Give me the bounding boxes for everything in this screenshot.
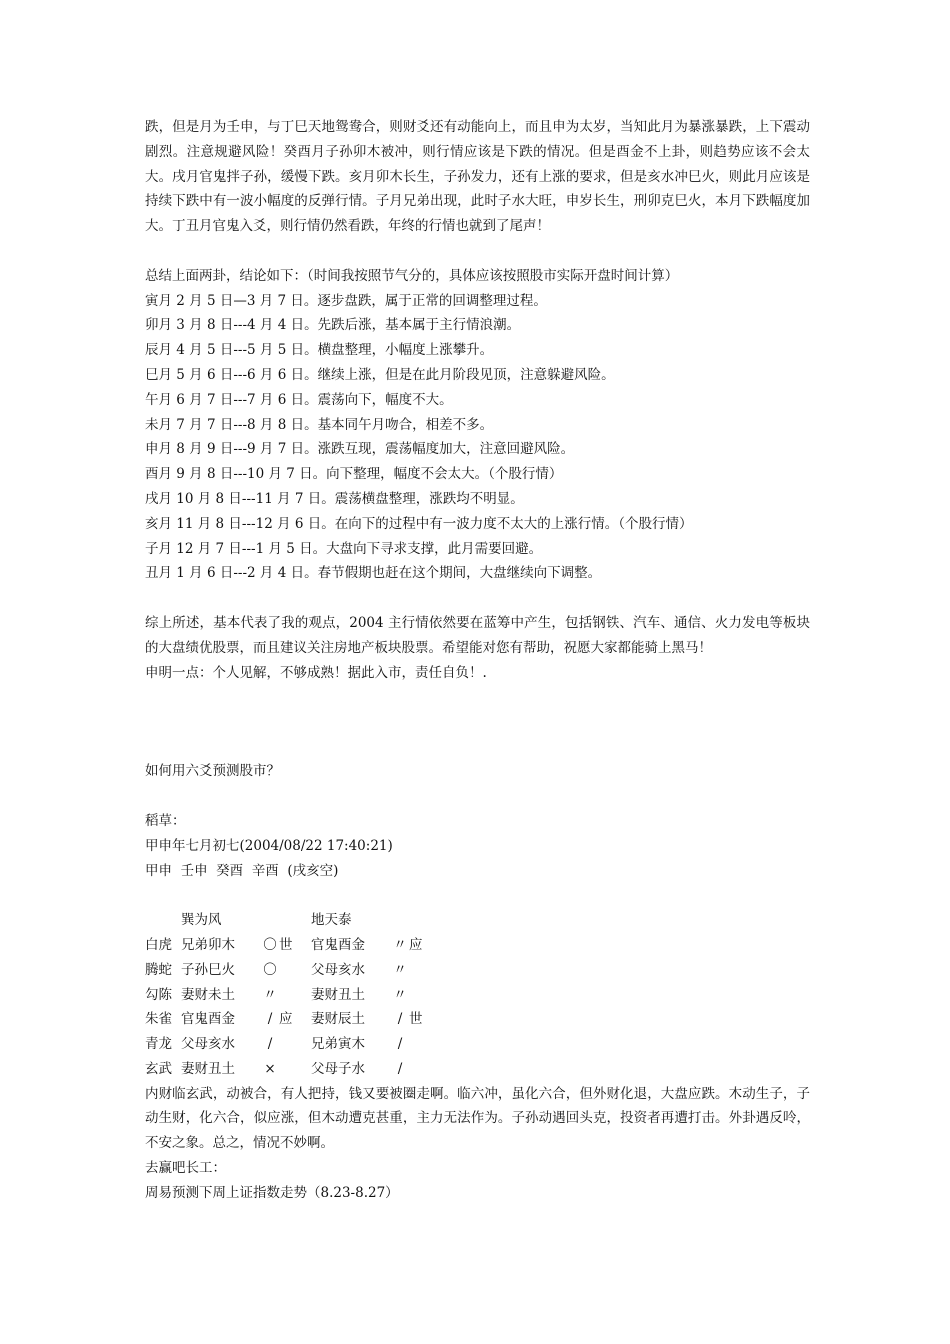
spacer <box>145 685 810 759</box>
spacer <box>145 784 810 809</box>
gua-god: 白虎 <box>145 936 172 953</box>
gua-left-shiying: 世 <box>279 936 293 953</box>
gua-god: 玄武 <box>145 1060 172 1077</box>
gua-left-mark: × <box>264 1060 276 1077</box>
gua-row <box>145 958 810 983</box>
paragraph-monthly-analysis: 跌，但是月为壬申，与丁巳天地鸳鸯合，则财爻还有动能向上，而且申为太岁，当知此月为暴涨暴跌，上下震动剧烈。注意规避风险！癸酉月子孙卯木被冲，则行情应该是下跌的情况。但是酉金不上卦，则趋势应该不会太大。戌月官鬼拌子孙，缓慢下跌。亥月卯木长生，子孙发力，还有上涨的要求，但是亥水冲巳火，则此月应该是持续下跌中有一波小幅度的反弹行情。子月兄弟出现，此时子水大旺，申岁长生，刑卯克巳火，本月下跌幅度加大。丁丑月官鬼入爻，则行情仍然看跌，年终的行情也就到了尾声！ <box>145 119 810 235</box>
gua-left-mark: 〇 <box>263 961 277 978</box>
date-line: 甲申年七月初七(2004/08/22 17:40:21) <box>145 837 393 854</box>
gua-right-line: 妻财丑土 <box>311 986 365 1003</box>
gua-right-line: 官鬼酉金 <box>311 936 365 953</box>
gua-left-line: 妻财未土 <box>181 986 235 1003</box>
gua-right-line: 父母亥水 <box>311 961 365 978</box>
gua-right-shiying: 世 <box>409 1011 423 1028</box>
gua-right-mark: 〃 <box>393 986 407 1003</box>
spacer <box>145 586 810 611</box>
gua-left-line: 父母亥水 <box>181 1036 235 1053</box>
gua-left-mark: / <box>267 1011 273 1028</box>
month-item: 亥月 11 月 8 日---12 月 6 日。在向下的过程中有一波力度不太大的上涨行情。（个股行情） <box>145 515 693 532</box>
summary-intro: 总结上面两卦，结论如下：（时间我按照节气分的，具体应该按照股市实际开盘时间计算） <box>145 267 679 284</box>
gua-left-line: 妻财丑土 <box>181 1060 235 1077</box>
month-item: 午月 6 月 7 日---7 月 6 日。震荡向下，幅度不大。 <box>145 391 453 408</box>
month-item: 戌月 10 月 8 日---11 月 7 日。震荡横盘整理，涨跌均不明显。 <box>145 490 524 507</box>
gua-right-shiying: 应 <box>409 936 423 953</box>
month-list <box>145 289 810 587</box>
gua-right-mark: 〃 <box>393 936 407 953</box>
gua-god: 腾蛇 <box>145 961 172 978</box>
month-item: 酉月 9 月 8 日---10 月 7 日。向下整理，幅度不会太大。（个股行情） <box>145 466 563 483</box>
month-item: 巳月 5 月 6 日---6 月 6 日。继续上涨，但是在此月阶段见顶，注意躲避风险。 <box>145 366 615 383</box>
gua-header-right: 地天泰 <box>311 912 352 929</box>
gua-left-mark: 〇 <box>263 936 277 953</box>
gua-right-mark: 〃 <box>393 961 407 978</box>
gua-right-line: 兄弟寅木 <box>311 1036 365 1053</box>
month-item: 未月 7 月 7 日---8 月 8 日。基本同午月吻合，相差不多。 <box>145 416 494 433</box>
forecast-title: 周易预测下周上证指数走势（8.23-8.27） <box>145 1184 399 1201</box>
gua-left-mark: / <box>267 1036 273 1053</box>
gua-god: 青龙 <box>145 1036 172 1053</box>
month-item: 卯月 3 月 8 日---4 月 4 日。先跌后涨，基本属于主行情浪潮。 <box>145 317 521 334</box>
gua-right-mark: / <box>397 1060 403 1077</box>
gua-row <box>145 983 810 1008</box>
gua-god: 朱雀 <box>145 1011 172 1028</box>
gua-right-line: 父母子水 <box>311 1060 365 1077</box>
spacer <box>145 239 810 264</box>
spacer <box>145 883 810 908</box>
gua-header-left: 巽为风 <box>181 912 222 929</box>
gua-row <box>145 1057 810 1082</box>
author-label-2: 去赢吧长工： <box>145 1160 226 1177</box>
gua-table <box>145 933 810 1082</box>
paragraph-gua-analysis: 内财临玄武，动被合，有人把持，钱又要被圈走啊。临六冲，虽化六合，但外财化退，大盘应跌。木动生子，子动生财，化六合，似应涨，但木动遭克甚重，主力无法作为。子孙动遇回头克，投资者再遭打击。外卦遇反呤，不安之象。总之，情况不妙啊。 <box>145 1085 810 1152</box>
month-item: 寅月 2 月 5 日—3 月 7 日。逐步盘跌，属于正常的回调整理过程。 <box>145 292 547 309</box>
section-title: 如何用六爻预测股市？ <box>145 763 280 780</box>
gua-header-row <box>145 908 810 933</box>
gua-row <box>145 1007 810 1032</box>
gua-left-mark: 〃 <box>263 986 277 1003</box>
gua-left-line: 官鬼酉金 <box>181 1011 235 1028</box>
gua-row <box>145 1032 810 1057</box>
month-item: 申月 8 月 9 日---9 月 7 日。涨跌互现，震荡幅度加大，注意回避风险。 <box>145 441 575 458</box>
ganzhi-line: 甲申 壬申 癸酉 辛酉 (戌亥空) <box>145 862 339 879</box>
document-body <box>145 115 810 1206</box>
gua-right-line: 妻财辰土 <box>311 1011 365 1028</box>
gua-left-shiying: 应 <box>279 1011 293 1028</box>
gua-left-line: 子孙巳火 <box>181 961 235 978</box>
paragraph-conclusion: 综上所述，基本代表了我的观点，2004 主行情依然要在蓝筹中产生，包括钢铁、汽车、通信、火力发电等板块的大盘绩优股票，而且建议关注房地产板块股票。希望能对您有帮助，祝愿大家都能骑上黑马！ <box>145 614 810 656</box>
gua-row <box>145 933 810 958</box>
month-item: 辰月 4 月 5 日---5 月 5 日。横盘整理，小幅度上涨攀升。 <box>145 342 494 359</box>
gua-left-line: 兄弟卯木 <box>181 936 235 953</box>
month-item: 丑月 1 月 6 日---2 月 4 日。春节假期也赶在这个期间，大盘继续向下调整。 <box>145 565 602 582</box>
author-label: 稻草： <box>145 812 186 829</box>
gua-right-mark: / <box>397 1036 403 1053</box>
disclaimer: 申明一点：个人见解，不够成熟！据此入市，责任自负！. <box>145 664 487 681</box>
gua-right-mark: / <box>397 1011 403 1028</box>
gua-god: 勾陈 <box>145 986 172 1003</box>
month-item: 子月 12 月 7 日---1 月 5 日。大盘向下寻求支撑，此月需要回避。 <box>145 540 543 557</box>
